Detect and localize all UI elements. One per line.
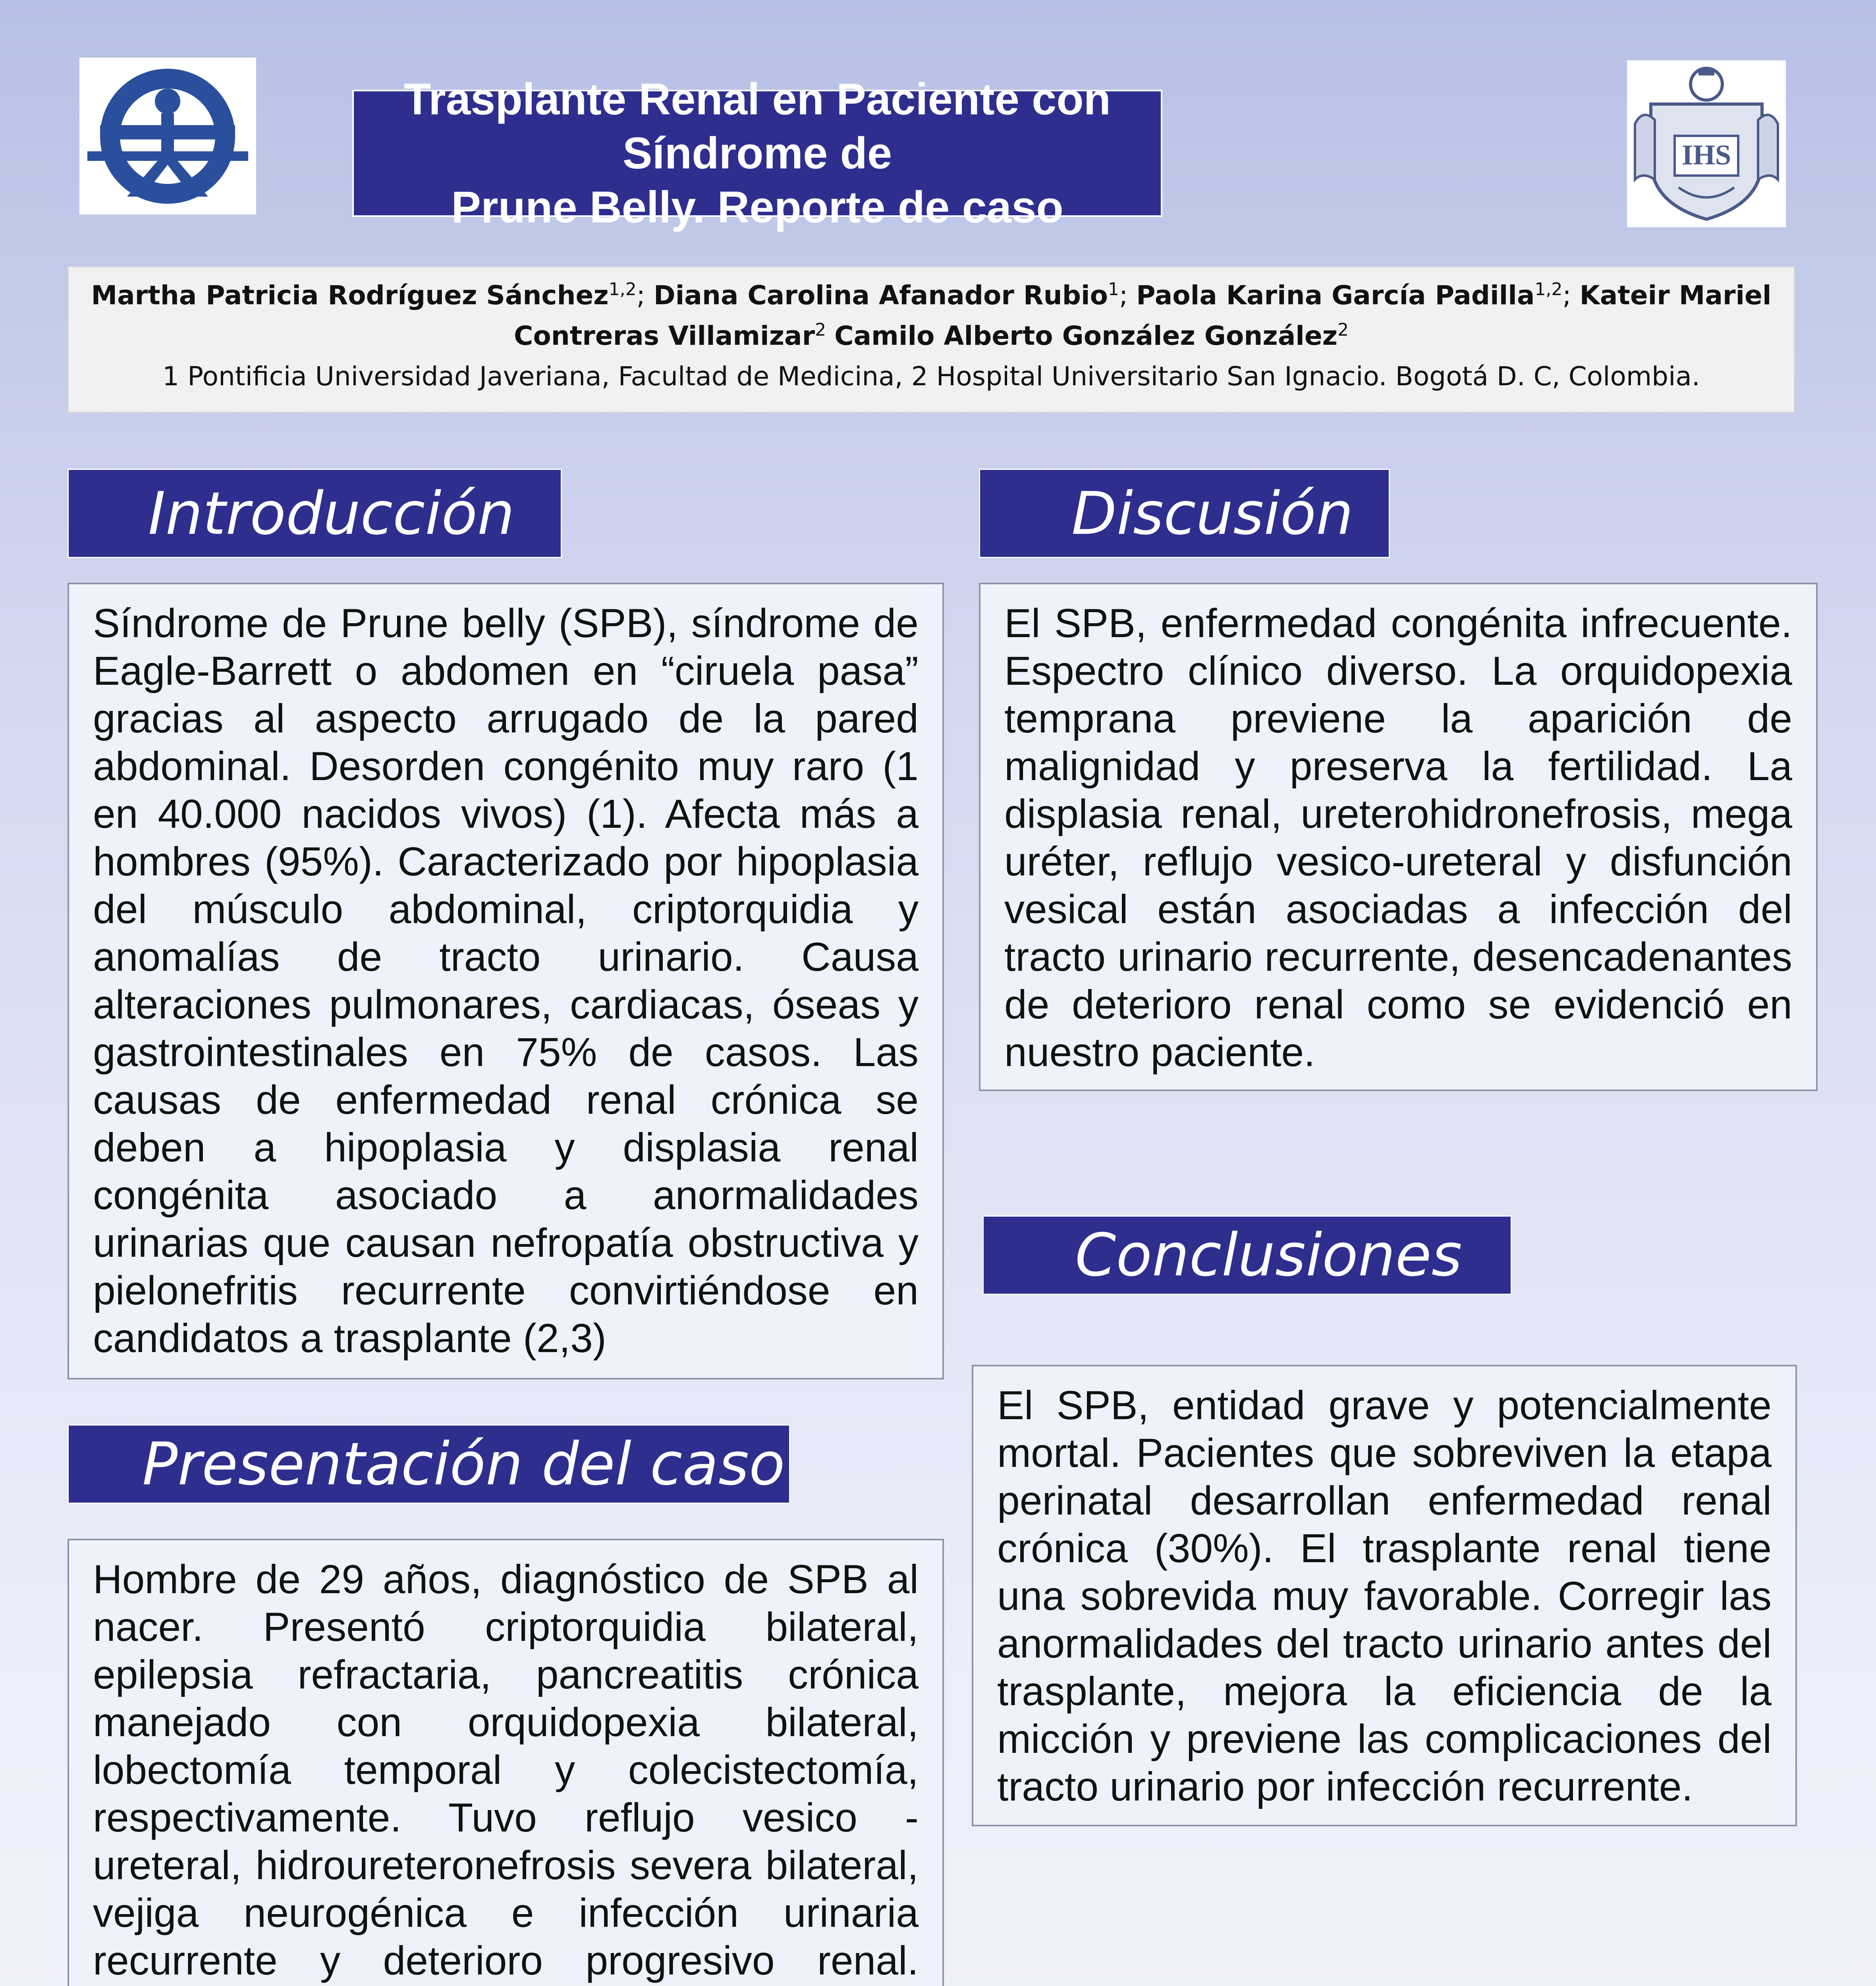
crest-logo-icon <box>1627 60 1786 227</box>
authors-block <box>68 266 1795 413</box>
conclusiones-heading <box>982 1215 1512 1295</box>
author-2-sup: 1 <box>1108 279 1119 299</box>
discusion-body <box>979 583 1818 1091</box>
author-1: Martha Patricia Rodríguez Sánchez <box>91 280 609 311</box>
title-line-2: Prune Belly. Reporte de caso <box>451 182 1063 232</box>
hospital-logo-icon <box>79 58 256 214</box>
author-4-sup: 2 <box>815 320 826 340</box>
author-1-sup: 1,2 <box>608 279 637 299</box>
author-4-part-2: Contreras Villamizar <box>513 321 815 351</box>
presentacion-body <box>68 1539 944 1986</box>
author-3: Paola Karina García Padilla <box>1136 280 1535 311</box>
presentacion-heading <box>68 1424 790 1504</box>
introduccion-heading-text: Introducción <box>148 479 515 548</box>
author-5-sup: 2 <box>1338 320 1349 340</box>
author-2: Diana Carolina Afanador Rubio <box>653 280 1108 311</box>
conclusiones-body <box>972 1365 1797 1826</box>
authors-line-2 <box>69 316 1794 356</box>
introduccion-body <box>68 583 944 1379</box>
presentacion-heading-text: Presentación del caso <box>142 1430 785 1498</box>
poster-title <box>352 74 1162 232</box>
discusion-heading <box>979 469 1390 558</box>
introduccion-text: Síndrome de Prune belly (SPB), síndrome de Eagle-Barrett o abdomen en “ciruela pasa” gracias al aspecto arrugado de la pared abdominal. Desorden congénito muy raro (1 en 40.000 nacidos vivos) (1). Afecta más a hombres (95%). Caracterizado por hipoplasia del músculo abdominal, criptorquidia y anomalías de tracto urinario. Causa alteraciones pulmonares, cardiacas, óseas y gastrointestinales en 75% de casos. Las causas de enfermedad renal crónica se deben a hipoplasia y displasia renal congénita asociado a anormalidades urinarias que causan nefropatía obstructiva y pielonefritis recurrente convirtiéndose en candidatos a trasplante (2,3) <box>93 601 919 1361</box>
author-3-sup: 1,2 <box>1534 279 1563 299</box>
author-4-part-1: Kateir Mariel <box>1579 280 1772 311</box>
affiliation: 1 Pontificia Universidad Javeriana, Facultad de Medicina, 2 Hospital Universitario San Ignacio. Bogotá D. C, Colombia. <box>162 361 1700 392</box>
author-5: Camilo Alberto González González <box>834 321 1338 351</box>
title-line-1: Trasplante Renal en Paciente con Síndrome de <box>403 74 1111 178</box>
introduccion-heading <box>68 469 562 558</box>
presentacion-text-1: Hombre de 29 años, diagnóstico de SPB al nacer. Presentó criptorquidia bilateral, epilepsia refractaria, pancreatitis crónica manejado con orquidopexia bilateral, lobectomía temporal y colecistectomía, respectivamente. Tuvo reflujo vesico - ureteral, hidroureteronefrosis severa bilateral, vejiga neurogénica e infección urinaria recurrente y deterioro progresivo renal. <box>93 1557 919 1983</box>
crest-monogram: IHS <box>1681 139 1731 171</box>
discusion-text: El SPB, enfermedad congénita infrecuente. Espectro clínico diverso. La orquidopexia temprana previene la aparición de malignidad y preserva la fertilidad. La displasia renal, ureterohidronefrosis, mega uréter, reflujo vesico-ureteral y disfunción vesical están asociadas a infección del tracto urinario recurrente, desencadenantes de deterioro renal como se evidenció en nuestro paciente. <box>1004 601 1792 1075</box>
authors-line-1: Martha Patricia Rodríguez Sánchez$^{1,2}$; Diana Carolina Afanador Rubio$^1$; Paola Karina García Padilla$^{1,2}$; Kateir Mariel <box>91 279 1772 311</box>
conclusiones-heading-text: Conclusiones <box>1075 1221 1462 1289</box>
discusion-heading-text: Discusión <box>1071 479 1353 548</box>
conclusiones-text: El SPB, entidad grave y potencialmente mortal. Pacientes que sobreviven la etapa perinatal desarrollan enfermedad renal crónica (30%). El trasplante renal tiene una sobrevida muy favorable. Corregir las anormalidades del tracto urinario antes del trasplante, mejora la eficiencia de la micción y previene las complicaciones del tracto urinario por infección recurrente. <box>997 1383 1772 1809</box>
